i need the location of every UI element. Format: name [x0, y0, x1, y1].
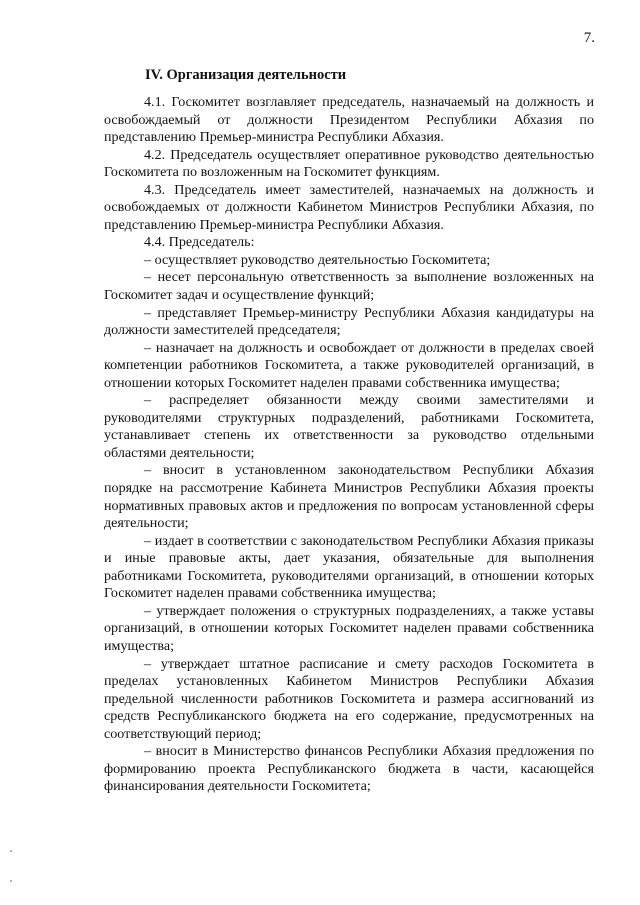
list-item: – несет персональную ответственность за выполнение возложенных на Госкомитет задач и осуществление функций;: [104, 269, 594, 304]
page-number: 7.: [583, 30, 595, 46]
scan-artifact: [10, 880, 12, 882]
list-item: – утверждает штатное расписание и смету расходов Госкомитета в пределах установленных Кабинетом Министров Республики Абхазия предельной численности работников Госкомитета и размера ассигнований из средств Республиканского бюджета на его содержание, предусмотренных на соответствующий период;: [104, 655, 594, 742]
list-item: – представляет Премьер-министру Республики Абхазия кандидатуры на должности заместителей председателя;: [104, 304, 594, 339]
paragraph-4-2: 4.2. Председатель осуществляет оперативное руководство деятельностью Госкомитета по возложенным на Госкомитет функциям.: [104, 146, 594, 181]
document-body: [104, 94, 594, 796]
list-item: – утверждает положения о структурных подразделениях, а также уставы организаций, в отношении которых Госкомитет наделен правами собственника имущества;: [104, 602, 594, 654]
list-item: – осуществляет руководство деятельностью Госкомитета;: [144, 251, 491, 268]
paragraph-4-4-intro: 4.4. Председатель:: [144, 234, 255, 251]
list-item: – издает в соответствии с законодательством Республики Абхазия приказы и иные правовые акты, дает указания, обязательные для выполнения работниками Госкомитета, руководителями организаций, в отношении которых Госкомитет наделен правами собственника имущества;: [104, 532, 594, 602]
list-item: – распределяет обязанности между своими заместителями и руководителями структурных подразделений, работниками Госкомитета, устанавливает степень их ответственности за руководство отдельными областями деятельности;: [104, 392, 594, 461]
scan-artifact: [10, 850, 12, 852]
list-item: – вносит в Министерство финансов Республики Абхазия предложения по формированию проекта Республиканского бюджета в части, касающейся финансирования деятельности Госкомитета;: [104, 743, 594, 795]
list-item: – назначает на должность и освобождает от должности в пределах своей компетенции работников Госкомитета, а также руководителей организаций, в отношении которых Госкомитет наделен правами собственника имущества;: [104, 339, 594, 391]
paragraph-4-3: 4.3. Председатель имеет заместителей, назначаемых на должность и освобождаемых от должности Кабинетом Министров Республики Абхазия, по представлению Премьер-министра Республики Абхазия.: [104, 181, 594, 233]
list-item: – вносит в установленном законодательством Республики Абхазия порядке на рассмотрение Кабинета Министров Республики Абхазия проекты нормативных правовых актов и предложения по вопросам установленной сферы деятельности;: [104, 462, 594, 532]
paragraph-4-1: 4.1. Госкомитет возглавляет председатель, назначаемый на должность и освобождаемый от должности Президентом Республики Абхазия по представлению Премьер-министра Республики Абхазия.: [104, 94, 594, 146]
section-heading: IV. Организация деятельности: [145, 67, 347, 83]
